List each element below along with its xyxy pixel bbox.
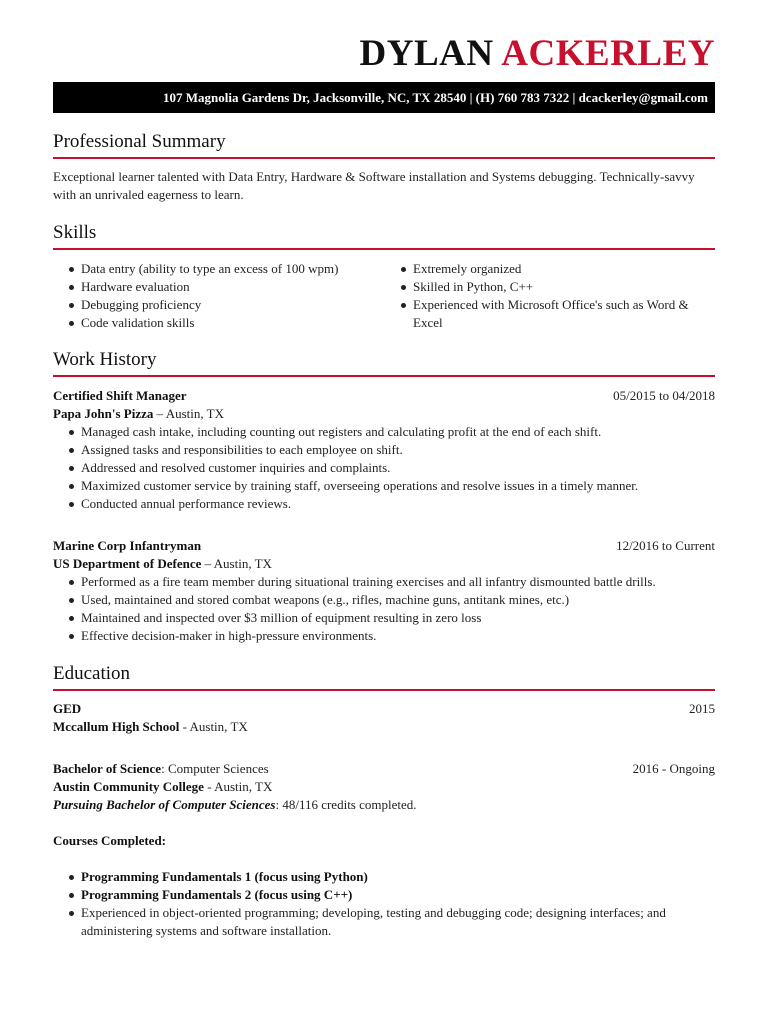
skills-list-right <box>385 260 715 332</box>
degree-name: Bachelor of Science <box>53 761 162 776</box>
job-header <box>53 387 715 405</box>
degree-line <box>53 760 269 778</box>
school-line <box>53 778 272 796</box>
job-dates: 05/2015 to 04/2018 <box>613 388 715 403</box>
pursuing-label: Pursuing Bachelor of Computer Sciences <box>53 797 276 812</box>
job-duty: Used, maintained and stored combat weapons (e.g., rifles, machine guns, antitank mines, etc.) <box>53 591 715 609</box>
contact-info: 107 Magnolia Gardens Dr, Jacksonville, NC, TX 28540 | (H) 760 783 7322 | dcackerley@gmail.com <box>162 89 708 105</box>
courses-title: Courses Completed: <box>53 833 167 848</box>
school-location: - Austin, TX <box>203 779 273 794</box>
job-duty: Performed as a fire team member during situational training exercises and all infantry dismounted battle drills. <box>53 573 715 591</box>
job-title: Marine Corp Infantryman <box>53 538 202 553</box>
job-duties-list <box>53 423 715 513</box>
skill-item: Code validation skills <box>53 314 383 332</box>
job-title: Certified Shift Manager <box>53 388 187 403</box>
job-duty: Assigned tasks and responsibilities to each employee on shift. <box>53 441 715 459</box>
summary-text: Exceptional learner talented with Data Entry, Hardware & Software installation and Systems debugging. Technically-savvy with an unrivaled eagerness to learn. <box>53 169 695 202</box>
school-location: - Austin, TX <box>179 719 248 734</box>
job-duty: Effective decision-maker in high-pressure environments. <box>53 627 715 645</box>
job-duty: Managed cash intake, including counting out registers and calculating profit at the end of each shift. <box>53 423 715 441</box>
section-title-education: Education <box>53 662 715 691</box>
skill-item: Experienced with Microsoft Office's such as Word & Excel <box>385 296 715 332</box>
course-item: Programming Fundamentals 2 (focus using C++) <box>53 886 715 904</box>
course-item: Programming Fundamentals 1 (focus using Python) <box>53 868 715 886</box>
degree-name: GED <box>53 701 82 716</box>
job-location: – Austin, TX <box>153 406 224 421</box>
job-duty: Maximized customer service by training staff, overseeing operations and resolve issues in a timely manner. <box>53 477 715 495</box>
job-duty: Conducted annual performance reviews. <box>53 495 715 513</box>
skill-item: Hardware evaluation <box>53 278 383 296</box>
employer-name: US Department of Defence <box>53 556 202 571</box>
school-name: Mccallum High School <box>53 719 180 734</box>
course-item: Experienced in object-oriented programming; developing, testing and debugging code; designing interfaces; and administering systems and software installation. <box>53 904 715 940</box>
candidate-name <box>360 32 715 76</box>
job-header <box>53 537 715 555</box>
job-duty: Addressed and resolved customer inquiries and complaints. <box>53 459 715 477</box>
skill-item: Data entry (ability to type an excess of 100 wpm) <box>53 260 383 278</box>
first-name: DYLAN <box>359 33 494 74</box>
skills-list-left <box>53 260 383 332</box>
employer-name: Papa John's Pizza <box>53 406 154 421</box>
skill-item: Debugging proficiency <box>53 296 383 314</box>
skill-item: Extremely organized <box>385 260 715 278</box>
contact-bar <box>53 82 715 113</box>
job-employer-line <box>53 555 272 573</box>
education-header <box>53 760 715 778</box>
job-employer-line <box>53 405 224 423</box>
education-dates: 2016 - Ongoing <box>632 761 715 776</box>
courses-list <box>53 868 715 940</box>
skill-item: Skilled in Python, C++ <box>385 278 715 296</box>
job-duties-list <box>53 573 715 645</box>
job-duty: Maintained and inspected over $3 million of equipment resulting in zero loss <box>53 609 715 627</box>
education-year: 2015 <box>689 701 715 716</box>
school-line <box>53 718 248 736</box>
pursuing-detail: : 48/116 credits completed. <box>275 797 417 812</box>
section-title-skills: Skills <box>53 221 715 250</box>
pursuing-line <box>53 796 417 814</box>
section-title-summary: Professional Summary <box>53 130 715 159</box>
school-name: Austin Community College <box>53 779 204 794</box>
section-title-work-history: Work History <box>53 348 715 377</box>
last-name: ACKERLEY <box>501 33 715 74</box>
education-header <box>53 700 715 718</box>
job-dates: 12/2016 to Current <box>616 538 715 553</box>
degree-field: : Computer Sciences <box>161 761 269 776</box>
job-location: – Austin, TX <box>201 556 272 571</box>
